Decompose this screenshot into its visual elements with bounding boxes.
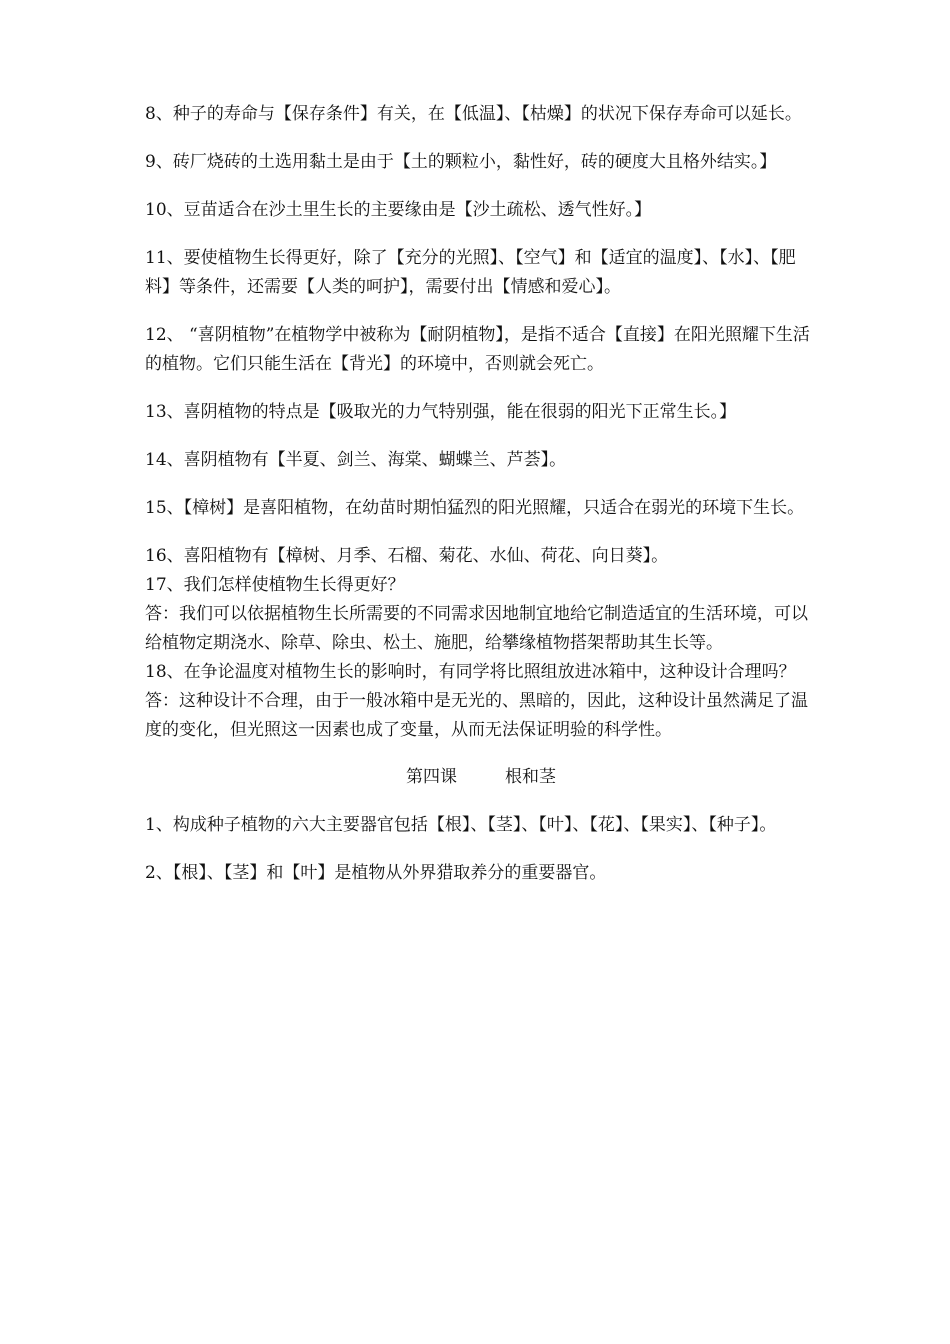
- question-13: 13、喜阴植物的特点是【吸取光的力气特别强，能在很弱的阳光下正常生长。】: [145, 402, 737, 422]
- question-8: 8、种子的寿命与【保存条件】有关，在【低温】、【枯燥】的状况下保存寿命可以延长。: [145, 104, 802, 124]
- lesson4-question-2: 2、【根】、【茎】和【叶】是植物从外界猎取养分的重要器官。: [145, 863, 607, 883]
- document-page: [145, 100, 817, 907]
- question-15: 15、【樟树】是喜阳植物，在幼苗时期怕猛烈的阳光照耀，只适合在弱光的环境下生长。: [145, 498, 805, 518]
- question-18: 18、在争论温度对植物生长的影响时，有同学将比照组放进冰箱中，这种设计合理吗？: [145, 662, 796, 682]
- question-9: 9、砖厂烧砖的土选用黏土是由于【土的颗粒小，黏性好，砖的硬度大且格外结实。】: [145, 152, 777, 172]
- question-12: 12、 “喜阴植物”在植物学中被称为【耐阴植物】，是指不适合【直接】在阳光照耀下生活的植物。它们只能生活在【背光】的环境中，否则就会死亡。: [145, 325, 810, 374]
- question-16: 16、喜阳植物有【樟树、月季、石榴、菊花、水仙、荷花、向日葵】。: [145, 546, 669, 566]
- lesson-number: 第四课: [406, 767, 457, 787]
- question-11: 11、要使植物生长得更好，除了【充分的光照】、【空气】和【适宜的温度】、【水】、【肥料】等条件，还需要【人类的呵护】，需要付出【情感和爱心】。: [145, 248, 796, 297]
- section-heading: [145, 763, 817, 792]
- question-14: 14、喜阴植物有【半夏、剑兰、海棠、蝴蝶兰、芦荟】。: [145, 450, 567, 470]
- answer-17: 答：我们可以依据植物生长所需要的不同需求因地制宜地给它制造适宜的生活环境，可以给植物定期浇水、除草、除虫、松土、施肥，给攀缘植物搭架帮助其生长等。: [145, 604, 808, 653]
- lesson4-question-1: 1、构成种子植物的六大主要器官包括【根】、【茎】、【叶】、【花】、【果实】、【种子】。: [145, 815, 777, 835]
- question-17: 17、我们怎样使植物生长得更好？: [145, 575, 405, 595]
- lesson-title: 根和茎: [505, 767, 556, 787]
- answer-18: 答：这种设计不合理，由于一般冰箱中是无光的、黑暗的，因此，这种设计虽然满足了温度的变化，但光照这一因素也成了变量，从而无法保证明验的科学性。: [145, 691, 808, 740]
- question-10: 10、豆苗适合在沙土里生长的主要缘由是【沙土疏松、透气性好。】: [145, 200, 652, 220]
